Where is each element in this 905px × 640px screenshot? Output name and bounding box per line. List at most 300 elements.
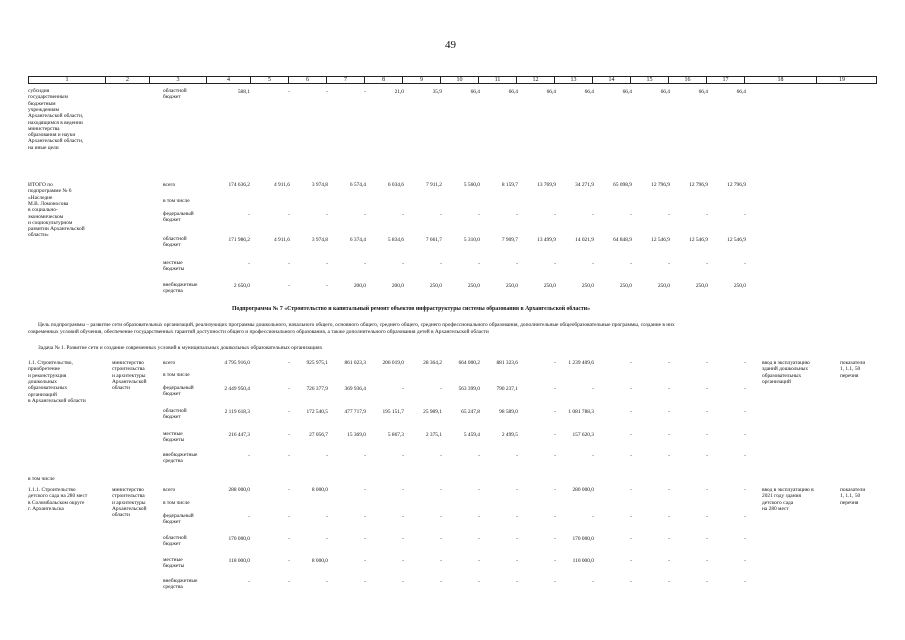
measure-1-1-1-value: - <box>706 487 708 493</box>
measure-1-1-value: - <box>592 453 594 459</box>
total-6-value: 12 796,9 <box>651 182 670 188</box>
measure-1-1-1-value: 280 000,0 <box>572 487 594 493</box>
total-6-value: - <box>744 261 746 267</box>
header-col-1: 1 <box>29 77 106 83</box>
total-6-value: - <box>554 212 556 218</box>
subprogram-total-text: в социально- <box>28 207 58 214</box>
executor-name: области <box>112 512 131 519</box>
measure-1-1-1-value: - <box>554 558 556 564</box>
measure-1-1-1-value: - <box>478 487 480 493</box>
measure-1-1-value: 28 364,2 <box>423 360 442 366</box>
measure-1-1-value: 563 399,0 <box>458 386 480 392</box>
measure-1-1-value: 98 589,0 <box>499 409 518 415</box>
total-6-value: - <box>478 212 480 218</box>
budget-source-label: средства <box>163 584 183 591</box>
measure-1-1-1-value: - <box>630 487 632 493</box>
indicator-ref: 1, 1.1, 50 <box>840 493 861 500</box>
header-col-12: 12 <box>517 77 555 83</box>
total-6-value: - <box>326 283 328 289</box>
measure-1-1-1-value: - <box>478 536 480 542</box>
measure-1-1-1-value: - <box>668 536 670 542</box>
measure-1-1-value: - <box>630 360 632 366</box>
executor-name: области <box>112 385 131 392</box>
budget-source-label: областной <box>163 88 187 94</box>
total-6-value: 12 796,9 <box>727 182 746 188</box>
measure-1-1-1-value: - <box>744 514 746 520</box>
header-col-9: 9 <box>403 77 441 83</box>
budget-source-label: внебюджетные <box>163 452 198 458</box>
row-name-text: субсидия <box>28 88 50 94</box>
expected-result: образовательных <box>762 372 802 379</box>
budget-source-label: бюджеты <box>163 563 185 570</box>
measure-1-1-value: - <box>630 432 632 438</box>
measure-1-1-1-value: - <box>288 487 290 493</box>
budget-source-label: бюджет <box>163 541 181 548</box>
budget-source-label: бюджет <box>163 94 181 101</box>
budget-source-label: бюджеты <box>163 437 185 444</box>
total-6-value: 250,0 <box>429 283 442 289</box>
measure-1-1-value: 726 377,9 <box>306 386 328 392</box>
total-6-value: 13 769,9 <box>537 182 556 188</box>
subsidy-value: 66,4 <box>546 89 556 95</box>
indicator-ref: 1, 1.1, 50 <box>840 366 861 373</box>
measure-1-1-1-value: - <box>248 514 250 520</box>
executor-name: строительства <box>112 493 145 500</box>
budget-source-label: областной <box>163 535 187 541</box>
measure-1-1-1-value: - <box>288 558 290 564</box>
budget-source-label: бюджет <box>163 414 181 421</box>
measure-1-1-1-value: - <box>516 579 518 585</box>
measure-1-1-value: - <box>668 386 670 392</box>
total-6-value: 250,0 <box>581 283 594 289</box>
measure-1-1-value: 477 717,9 <box>344 409 366 415</box>
row-name-text: Архангельской области, <box>28 113 84 120</box>
total-6-value: 8 159,7 <box>501 182 518 188</box>
measure-name: 1.1. Строительство, <box>28 360 73 366</box>
measure-1-1-value: 2 449 950,4 <box>224 386 250 392</box>
expected-result: организаций <box>762 378 791 385</box>
subsidy-value: - <box>326 89 328 95</box>
budget-source-label: всего <box>163 487 176 493</box>
measure-1-1-value: - <box>630 386 632 392</box>
total-6-value: - <box>630 212 632 218</box>
budget-source-label: местные <box>163 260 183 266</box>
row-name-text: учреждениям <box>28 106 60 113</box>
budget-source-label: в том числе <box>163 372 190 378</box>
measure-1-1-1-value: - <box>288 579 290 585</box>
total-6-value: - <box>668 212 670 218</box>
budget-source-label: областной <box>163 408 187 414</box>
measure-1-1-1-value: - <box>440 579 442 585</box>
subsidy-value: 66,4 <box>584 89 594 95</box>
budget-source-label: в том числе <box>163 198 190 204</box>
total-6-value: 250,0 <box>695 283 708 289</box>
total-6-value: - <box>326 261 328 267</box>
total-6-value: 7 661,7 <box>425 237 442 243</box>
measure-1-1-1-value: 8 000,0 <box>311 558 328 564</box>
measure-1-1-value: - <box>744 453 746 459</box>
subsidy-value: 66,4 <box>736 89 746 95</box>
total-6-value: - <box>706 212 708 218</box>
measure-1-1-value: 881 323,6 <box>496 360 518 366</box>
subsidy-value: 588,1 <box>237 89 250 95</box>
measure-1-1-1-value: - <box>326 536 328 542</box>
measure-name: дошкольных <box>28 378 57 385</box>
measure-1-1-value: 1 081 788,3 <box>568 409 594 415</box>
subprogram-total-text: и социокультурном <box>28 219 73 226</box>
total-6-value: 2 650,0 <box>233 283 250 289</box>
measure-1-1-value: - <box>668 360 670 366</box>
measure-1-1-value: 790 237,1 <box>496 386 518 392</box>
subprogram-total-text: развитии Архангельской <box>28 226 85 233</box>
subprogram-total-text: экономическом <box>28 213 64 220</box>
budget-source-label: федеральный <box>163 513 194 519</box>
measure-1-1-value: 369 936,4 <box>344 386 366 392</box>
measure-name: в Соломбальском округе <box>28 499 85 506</box>
in-that-number-label: в том числе <box>28 476 55 482</box>
measure-1-1-value: - <box>706 432 708 438</box>
subprogram-total-text: «Наследие <box>28 194 53 201</box>
budget-source-label: бюджет <box>163 217 181 224</box>
measure-1-1-value: - <box>668 432 670 438</box>
budget-source-label: федеральный <box>163 385 194 391</box>
measure-1-1-value: - <box>554 432 556 438</box>
measure-name: 1.1.1. Строительство <box>28 487 76 493</box>
measure-1-1-value: - <box>554 386 556 392</box>
total-6-value: - <box>364 212 366 218</box>
measure-1-1-1-value: - <box>364 536 366 542</box>
subsidy-value: 66,4 <box>660 89 670 95</box>
measure-1-1-1-value: - <box>440 514 442 520</box>
total-6-value: 250,0 <box>467 283 480 289</box>
measure-name: и реконструкция <box>28 372 67 379</box>
total-6-value: - <box>288 283 290 289</box>
measure-1-1-value: 157 620,3 <box>572 432 594 438</box>
header-col-3: 3 <box>150 77 207 83</box>
measure-1-1-value: 5 459,4 <box>463 432 480 438</box>
budget-source-label: средства <box>163 458 183 465</box>
executor-name: и архитектуры <box>112 499 146 506</box>
measure-1-1-1-value: - <box>478 558 480 564</box>
header-col-10: 10 <box>441 77 479 83</box>
measure-1-1-value: - <box>554 409 556 415</box>
header-col-15: 15 <box>631 77 669 83</box>
executor-name: министерство <box>112 487 144 493</box>
measure-1-1-value: - <box>668 453 670 459</box>
executor-name: Архангельской <box>112 378 147 385</box>
measure-1-1-value: 25 989,1 <box>423 409 442 415</box>
measure-1-1-value: - <box>744 432 746 438</box>
measure-1-1-value: - <box>744 409 746 415</box>
expected-result: на 280 мест <box>762 505 789 512</box>
budget-source-label: областной <box>163 236 187 242</box>
total-6-value: 250,0 <box>543 283 556 289</box>
measure-1-1-1-value: - <box>668 579 670 585</box>
measure-1-1-value: 27 056,7 <box>309 432 328 438</box>
total-6-value: 171 986,2 <box>228 237 250 243</box>
total-6-value: - <box>592 212 594 218</box>
total-6-value: 12 546,9 <box>651 237 670 243</box>
header-col-4: 4 <box>207 77 251 83</box>
measure-1-1-1-value: - <box>706 579 708 585</box>
total-6-value: - <box>592 261 594 267</box>
measure-1-1-1-value: - <box>478 579 480 585</box>
measure-1-1-value: - <box>706 409 708 415</box>
total-6-value: 250,0 <box>733 283 746 289</box>
measure-1-1-1-value: - <box>554 487 556 493</box>
measure-1-1-value: - <box>478 453 480 459</box>
header-col-14: 14 <box>593 77 631 83</box>
total-6-value: 12 546,9 <box>689 237 708 243</box>
total-6-value: 5 834,6 <box>387 237 404 243</box>
header-col-17: 17 <box>707 77 745 83</box>
measure-name: образовательных <box>28 385 68 392</box>
total-6-value: - <box>248 261 250 267</box>
measure-1-1-value: - <box>248 453 250 459</box>
measure-1-1-value: - <box>744 360 746 366</box>
indicator-ref: перечня <box>840 372 859 379</box>
measure-1-1-1-value: - <box>516 487 518 493</box>
measure-1-1-value: 925 975,1 <box>306 360 328 366</box>
measure-1-1-1-value: 288 000,0 <box>228 487 250 493</box>
measure-1-1-value: - <box>706 360 708 366</box>
task-title: Задача № 1. Развитие сети и создание современных условий в муниципальных дошкольных образовательных организациях <box>38 345 323 351</box>
subprogram-total-text: подпрограмме № 6 <box>28 188 72 195</box>
measure-1-1-value: - <box>440 386 442 392</box>
total-6-value: - <box>516 261 518 267</box>
row-name-text: бюджетным <box>28 100 56 107</box>
measure-1-1-1-value: - <box>402 558 404 564</box>
total-6-value: 4 911,6 <box>274 237 290 243</box>
expected-result: зданий дошкольных <box>762 366 809 373</box>
header-col-18: 18 <box>745 77 817 83</box>
measure-1-1-value: 1 239 409,6 <box>568 360 594 366</box>
measure-1-1-value: - <box>364 453 366 459</box>
subsidy-value: 66,4 <box>622 89 632 95</box>
header-col-19: 19 <box>839 77 845 83</box>
measure-1-1-1-value: - <box>554 579 556 585</box>
row-name-text: государственным <box>28 94 68 101</box>
measure-1-1-value: 4 795 916,0 <box>224 360 250 366</box>
total-6-value: 200,0 <box>353 283 366 289</box>
header-col-16: 16 <box>669 77 707 83</box>
measure-1-1-value: - <box>554 453 556 459</box>
total-6-value: 250,0 <box>505 283 518 289</box>
budget-source-label: бюджет <box>163 242 181 249</box>
total-6-value: 14 021,9 <box>575 237 594 243</box>
measure-1-1-1-value: - <box>326 579 328 585</box>
row-name-text: находящимся в ведении <box>28 119 83 126</box>
subsidy-value: 21,0 <box>394 89 404 95</box>
budget-source-label: федеральный <box>163 211 194 217</box>
total-6-value: - <box>326 212 328 218</box>
measure-1-1-value: - <box>630 409 632 415</box>
measure-1-1-1-value: - <box>744 536 746 542</box>
total-6-value: 5 310,0 <box>463 237 480 243</box>
measure-1-1-value: - <box>630 453 632 459</box>
header-col-11: 11 <box>479 77 517 83</box>
subprogram-goal: современных условий обучения, обеспечение государственных гарантий доступности общего и профессионального образования, а также дополнительного образования детей в Архангельской области <box>28 329 489 335</box>
measure-1-1-1-value: 170 000,0 <box>228 536 250 542</box>
measure-1-1-value: - <box>288 386 290 392</box>
measure-1-1-value: - <box>706 386 708 392</box>
measure-1-1-value: 216 447,3 <box>228 432 250 438</box>
measure-name: организаций <box>28 391 57 398</box>
measure-1-1-1-value: - <box>706 558 708 564</box>
measure-1-1-1-value: - <box>630 579 632 585</box>
header-col-8: 8 <box>365 77 403 83</box>
measure-1-1-1-value: - <box>364 558 366 564</box>
measure-1-1-1-value: - <box>516 514 518 520</box>
header-col-7: 7 <box>327 77 365 83</box>
row-name-text: министерства <box>28 125 60 132</box>
measure-1-1-value: - <box>288 432 290 438</box>
subprogram-title: Подпрограмма № 7 «Строительство и капитальный ремонт объектов инфраструктуры системы образования в Архангельской области» <box>232 306 590 312</box>
measure-1-1-1-value: - <box>248 579 250 585</box>
total-6-value: - <box>554 261 556 267</box>
measure-1-1-value: 172 540,5 <box>306 409 328 415</box>
executor-name: министерство <box>112 360 144 366</box>
measure-1-1-1-value: - <box>402 536 404 542</box>
total-6-value: - <box>402 212 404 218</box>
total-6-value: 3 974,8 <box>311 237 328 243</box>
measure-1-1-1-value: - <box>668 514 670 520</box>
expected-result: детского сада <box>762 499 794 506</box>
measure-1-1-1-value: - <box>592 514 594 520</box>
measure-1-1-value: 195 151,7 <box>382 409 404 415</box>
total-6-value: - <box>706 261 708 267</box>
measure-1-1-1-value: - <box>402 487 404 493</box>
budget-source-label: бюджеты <box>163 266 185 273</box>
subprogram-total-text: ИТОГО по <box>28 182 53 188</box>
header-col-2: 2 <box>106 77 150 83</box>
total-6-value: 34 271,9 <box>575 182 594 188</box>
measure-name: г. Архангельска <box>28 505 64 512</box>
indicator-ref: показатели <box>840 487 866 493</box>
measure-1-1-1-value: - <box>630 536 632 542</box>
expected-result: 2021 году здания <box>762 493 801 500</box>
measure-1-1-1-value: - <box>744 487 746 493</box>
measure-1-1-value: 861 023,3 <box>344 360 366 366</box>
subsidy-value: 66,4 <box>698 89 708 95</box>
total-6-value: - <box>248 212 250 218</box>
measure-1-1-1-value: 110 000,0 <box>572 558 594 564</box>
total-6-value: 65 098,9 <box>613 182 632 188</box>
measure-1-1-value: 2 375,1 <box>425 432 442 438</box>
indicator-ref: перечня <box>840 499 859 506</box>
total-6-value: 200,0 <box>391 283 404 289</box>
total-6-value: 7 909,7 <box>501 237 518 243</box>
total-6-value: 12 546,9 <box>727 237 746 243</box>
total-6-value: - <box>440 212 442 218</box>
measure-name: детского сада на 280 мест <box>28 493 88 500</box>
measure-1-1-1-value: - <box>630 514 632 520</box>
subsidy-value: - <box>288 89 290 95</box>
measure-1-1-1-value: - <box>288 536 290 542</box>
total-6-value: 6 034,6 <box>387 182 404 188</box>
measure-1-1-1-value: - <box>630 558 632 564</box>
measure-1-1-value: 65 247,8 <box>461 409 480 415</box>
total-6-value: 13 499,9 <box>537 237 556 243</box>
row-name-text: образования и науки <box>28 132 76 139</box>
total-6-value: - <box>288 261 290 267</box>
subsidy-value: 35,9 <box>432 89 442 95</box>
executor-name: и архитектуры <box>112 372 146 379</box>
expected-result: ввод в эксплуатацию в <box>762 487 814 493</box>
measure-1-1-1-value: - <box>592 579 594 585</box>
total-6-value: - <box>744 212 746 218</box>
row-name-text: Архангельской области, <box>28 138 84 145</box>
measure-1-1-value: - <box>706 453 708 459</box>
total-6-value: - <box>440 261 442 267</box>
measure-1-1-1-value: - <box>440 536 442 542</box>
subsidy-value: 66,4 <box>470 89 480 95</box>
measure-1-1-1-value: 8 000,0 <box>311 487 328 493</box>
measure-1-1-value: - <box>554 360 556 366</box>
measure-1-1-1-value: - <box>364 487 366 493</box>
measure-1-1-value: - <box>744 386 746 392</box>
total-6-value: 4 911,6 <box>274 182 290 188</box>
measure-1-1-1-value: 118 000,0 <box>228 558 250 564</box>
measure-1-1-1-value: - <box>706 536 708 542</box>
budget-source-label: всего <box>163 360 176 366</box>
measure-1-1-1-value: - <box>744 558 746 564</box>
subsidy-value: 66,4 <box>508 89 518 95</box>
total-6-value: 7 911,2 <box>426 182 442 188</box>
total-6-value: - <box>288 212 290 218</box>
measure-1-1-value: - <box>326 453 328 459</box>
measure-1-1-1-value: - <box>668 558 670 564</box>
total-6-value: 250,0 <box>619 283 632 289</box>
row-name-text: на иные цели <box>28 144 59 151</box>
measure-1-1-value: 2 119 618,3 <box>224 409 250 415</box>
total-6-value: 6 574,4 <box>349 182 366 188</box>
expected-result: ввод в эксплуатацию <box>762 360 810 366</box>
measure-1-1-1-value: - <box>402 579 404 585</box>
budget-source-label: бюджет <box>163 391 181 398</box>
measure-1-1-value: - <box>402 453 404 459</box>
total-6-value: 12 796,9 <box>689 182 708 188</box>
measure-1-1-1-value: 170 000,0 <box>572 536 594 542</box>
total-6-value: - <box>364 261 366 267</box>
measure-1-1-1-value: - <box>364 579 366 585</box>
measure-1-1-value: - <box>668 409 670 415</box>
measure-1-1-1-value: - <box>440 558 442 564</box>
budget-source-label: местные <box>163 557 183 563</box>
measure-1-1-value: - <box>516 453 518 459</box>
total-6-value: - <box>630 261 632 267</box>
budget-source-label: в том числе <box>163 500 190 506</box>
measure-1-1-1-value: - <box>478 514 480 520</box>
measure-1-1-value: - <box>288 409 290 415</box>
measure-1-1-1-value: - <box>554 536 556 542</box>
budget-source-label: бюджет <box>163 519 181 526</box>
measure-1-1-1-value: - <box>554 514 556 520</box>
measure-name: приобретение <box>28 366 60 373</box>
header-col-13: 13 <box>555 77 593 83</box>
executor-name: строительства <box>112 366 145 373</box>
budget-source-label: всего <box>163 182 176 188</box>
measure-1-1-1-value: - <box>668 487 670 493</box>
budget-source-label: средства <box>163 288 183 295</box>
total-6-value: 64 848,9 <box>613 237 632 243</box>
measure-1-1-value: 15 369,0 <box>347 432 366 438</box>
measure-1-1-value: 2 499,5 <box>501 432 518 438</box>
budget-source-label: внебюджетные <box>163 578 198 584</box>
measure-1-1-value: - <box>402 386 404 392</box>
page-number: 49 <box>445 39 456 51</box>
subprogram-total-text: области» <box>28 232 49 239</box>
